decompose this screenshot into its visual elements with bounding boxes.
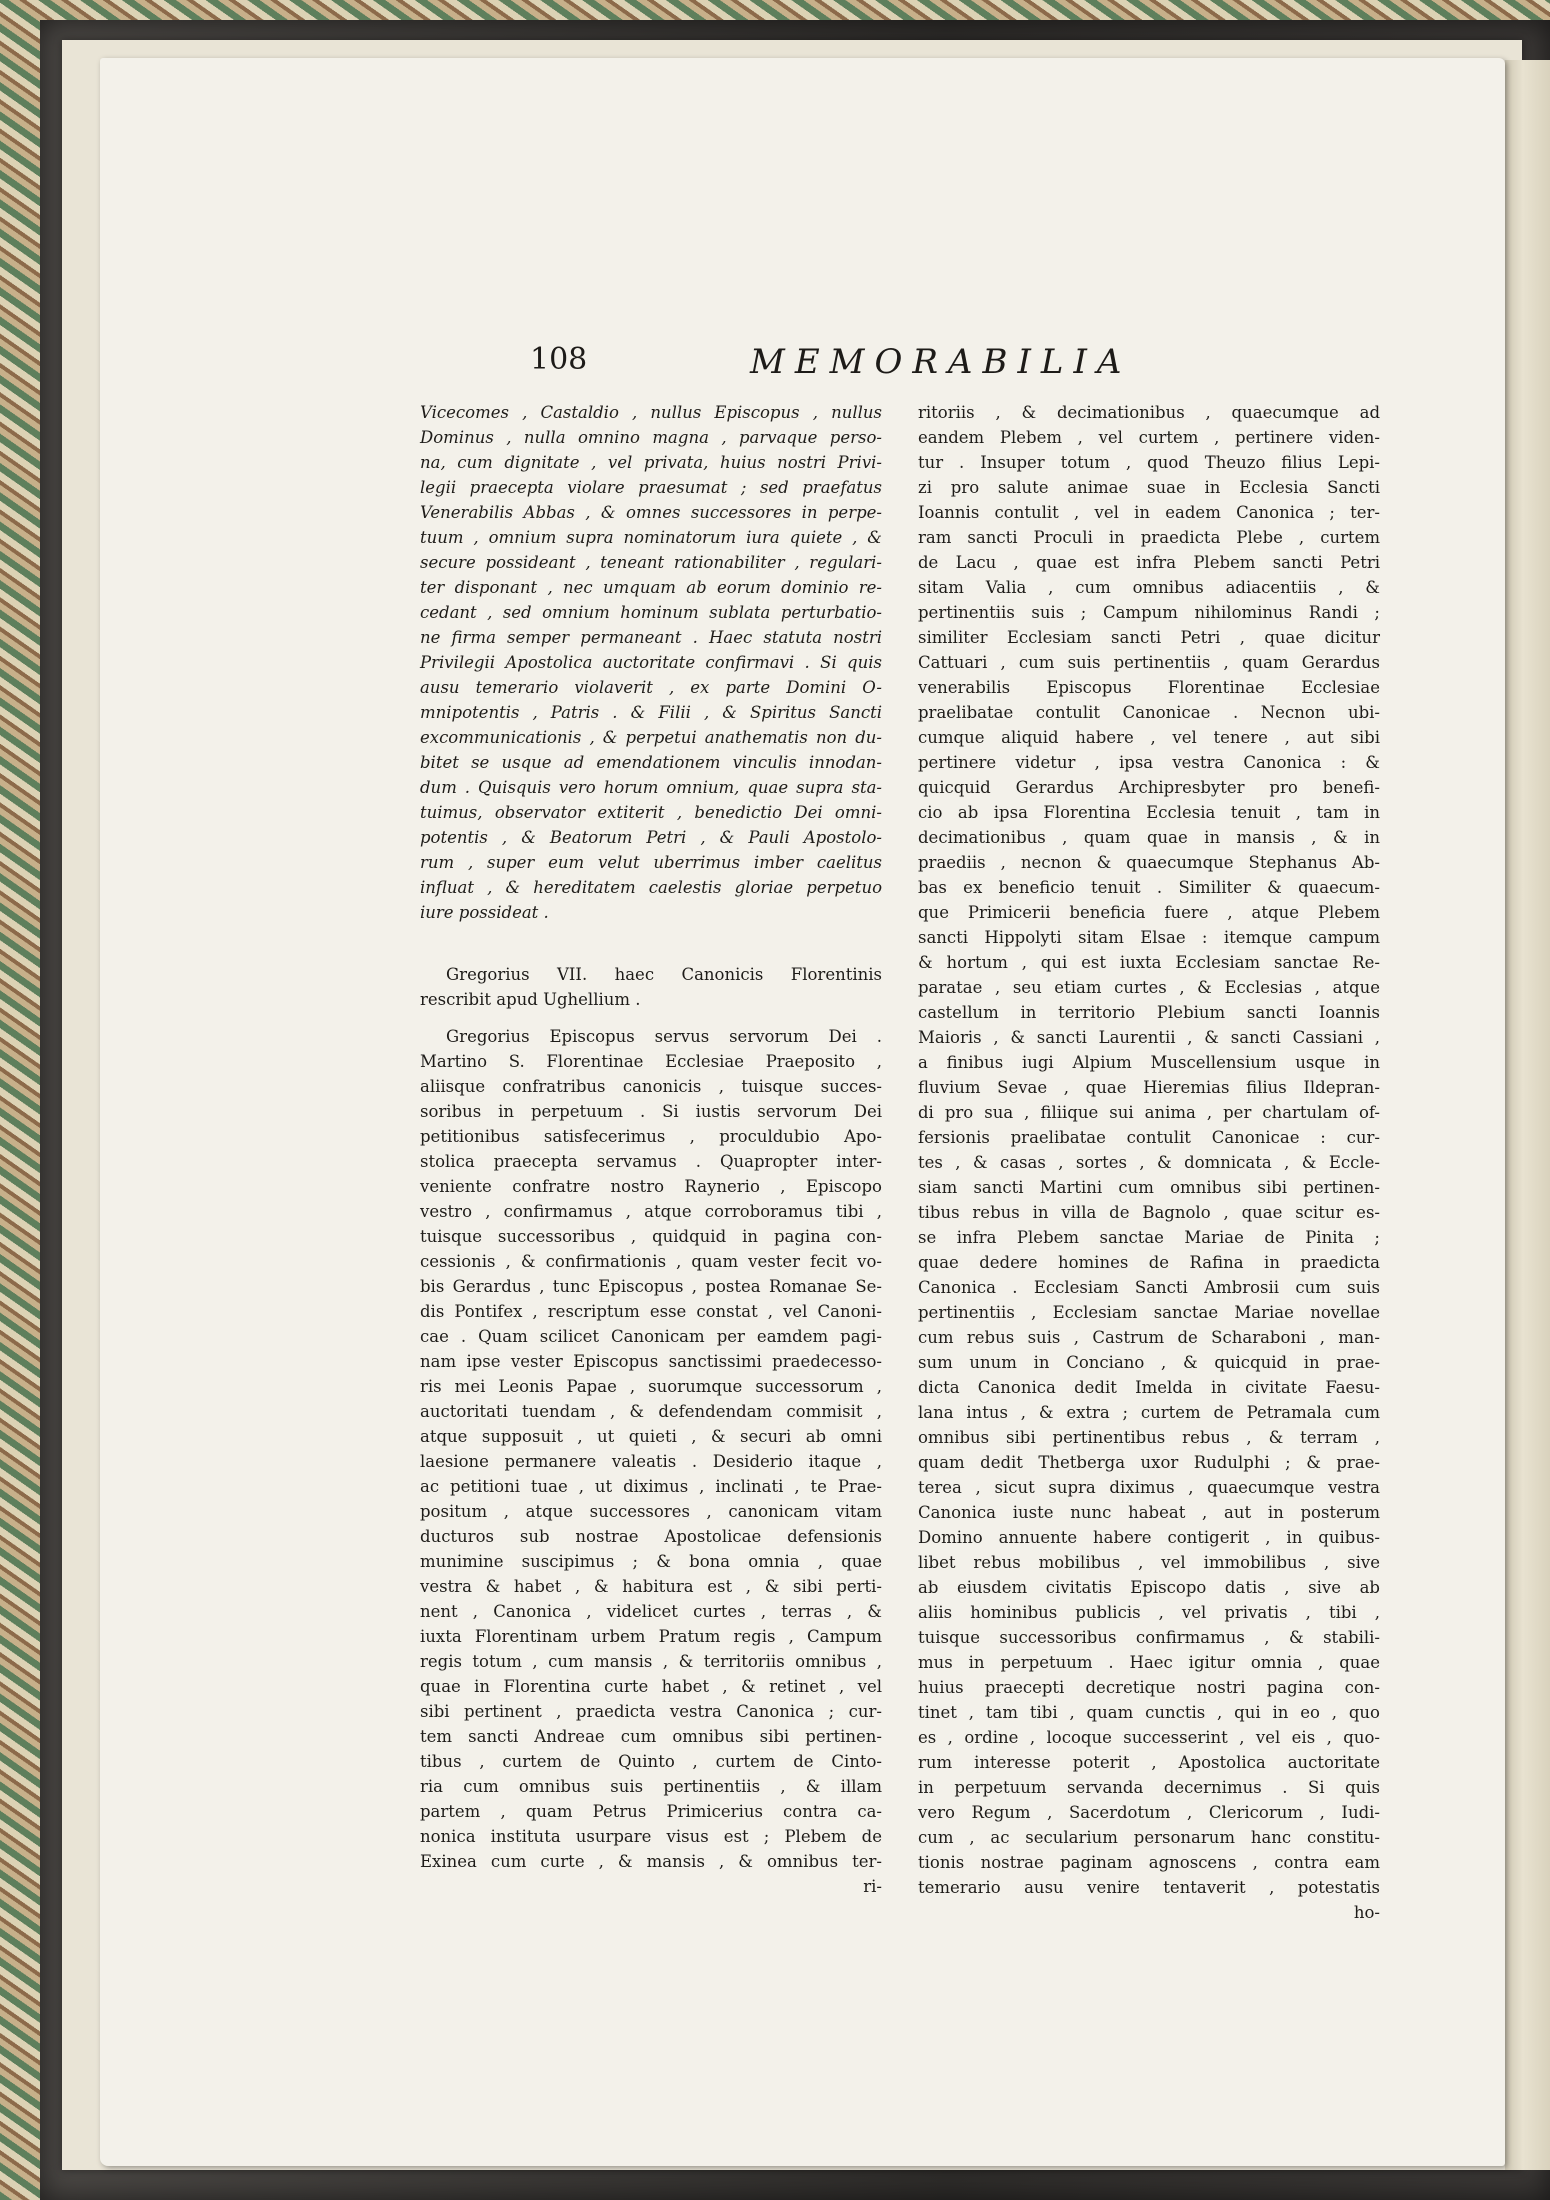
- page-number: 108: [530, 342, 588, 377]
- text-line: Cattuari , cum suis pertinentiis , quam Gerardus: [918, 653, 1380, 672]
- text-line: laesione permanere valeatis . Desiderio itaque ,: [420, 1452, 882, 1471]
- text-line: cumque aliquid habere , vel tenere , aut sibi: [918, 728, 1380, 747]
- text-line: ducturos sub nostrae Apostolicae defensionis: [420, 1527, 882, 1546]
- text-line: terea , sicut supra diximus , quaecumque vestra: [918, 1478, 1380, 1497]
- text-line: veniente confratre nostro Raynerio , Episcopo: [420, 1177, 882, 1196]
- text-line: Privilegii Apostolica auctoritate confirmavi . Si quis: [420, 653, 882, 672]
- text-line: nam ipse vester Episcopus sanctissimi praedecesso-: [420, 1352, 882, 1371]
- text-line: fersionis praelibatae contulit Canonicae : cur-: [918, 1128, 1380, 1147]
- text-line: decimationibus , quam quae in mansis , & in: [918, 828, 1380, 847]
- text-line: influat , & hereditatem caelestis gloriae perpetuo: [420, 878, 882, 897]
- text-line: sibi pertinent , praedicta vestra Canonica ; cur-: [420, 1702, 882, 1721]
- text-line: excommunicationis , & perpetui anathematis non du-: [420, 728, 882, 747]
- text-line: auctoritati tuendam , & defendendam commisit ,: [420, 1402, 882, 1421]
- text-line: ris mei Leonis Papae , suorumque successorum ,: [420, 1377, 882, 1396]
- text-line: sitam Valia , cum omnibus adiacentiis , &: [918, 578, 1380, 597]
- gregory-letter-text: [420, 1024, 882, 1874]
- text-line: ab eiusdem civitatis Episcopo datis , sive ab: [918, 1578, 1380, 1597]
- text-line: soribus in perpetuum . Si iustis servorum Dei: [420, 1102, 882, 1121]
- text-line: praediis , necnon & quaecumque Stephanus Ab-: [918, 853, 1380, 872]
- text-line: partem , quam Petrus Primicerius contra ca-: [420, 1802, 882, 1821]
- text-line: ram sancti Proculi in praedicta Plebe , curtem: [918, 528, 1380, 547]
- text-line: petitionibus satisfecerimus , proculdubio Apo-: [420, 1127, 882, 1146]
- text-line: in perpetuum servanda decernimus . Si quis: [918, 1778, 1380, 1797]
- text-line: Canonica . Ecclesiam Sancti Ambrosii cum suis: [918, 1278, 1380, 1297]
- text-line: di pro sua , filiique sui anima , per chartulam of-: [918, 1103, 1380, 1122]
- text-line: vestro , confirmamus , atque corroboramus tibi ,: [420, 1202, 882, 1221]
- text-line: omnibus sibi pertinentibus rebus , & terram ,: [918, 1428, 1380, 1447]
- text-line: Domino annuente habere contigerit , in quibus-: [918, 1528, 1380, 1547]
- text-line: ac petitioni tuae , ut diximus , inclinati , te Prae-: [420, 1477, 882, 1496]
- text-line: Dominus , nulla omnino magna , parvaque perso-: [420, 428, 882, 447]
- text-line: tinet , tam tibi , quam cunctis , qui in eo , quo: [918, 1703, 1380, 1722]
- text-line: tes , & casas , sortes , & domnicata , & Eccle-: [918, 1153, 1380, 1172]
- text-line: mnipotentis , Patris . & Filii , & Spiritus Sancti: [420, 703, 882, 722]
- text-line: fluvium Sevae , quae Hieremias filius Ildepran-: [918, 1078, 1380, 1097]
- text-line: mus in perpetuum . Haec igitur omnia , quae: [918, 1653, 1380, 1672]
- text-line: ritoriis , & decimationibus , quaecumque ad: [918, 403, 1380, 422]
- text-line: tuimus, observator extiterit , benedictio Dei omni-: [420, 803, 882, 822]
- text-line: tuum , omnium supra nominatorum iura quiete , &: [420, 528, 882, 547]
- text-line: ria cum omnibus suis pertinentiis , & illam: [420, 1777, 882, 1796]
- text-line: tem sancti Andreae cum omnibus sibi pertinen-: [420, 1727, 882, 1746]
- text-line: zi pro salute animae suae in Ecclesia Sancti: [918, 478, 1380, 497]
- text-line: similiter Ecclesiam sancti Petri , quae dicitur: [918, 628, 1380, 647]
- text-line: stolica praecepta servamus . Quapropter inter-: [420, 1152, 882, 1171]
- text-line: pertinentiis , Ecclesiam sanctae Mariae novellae: [918, 1303, 1380, 1322]
- text-line: Exinea cum curte , & mansis , & omnibus ter-: [420, 1852, 882, 1871]
- text-line: tionis nostrae paginam agnoscens , contra eam: [918, 1853, 1380, 1872]
- text-line: venerabilis Episcopus Florentinae Ecclesiae: [918, 678, 1380, 697]
- text-line: bitet se usque ad emendationem vinculis innodan-: [420, 753, 882, 772]
- text-line: de Lacu , quae est infra Plebem sancti Petri: [918, 553, 1380, 572]
- text-line: tibus rebus in villa de Bagnolo , quae scitur es-: [918, 1203, 1380, 1222]
- text-line: es , ordine , locoque successerint , vel eis , quo-: [918, 1728, 1380, 1747]
- text-line: vero Regum , Sacerdotum , Clericorum , Iudi-: [918, 1803, 1380, 1822]
- text-line: ne firma semper permaneant . Haec statuta nostri: [420, 628, 882, 647]
- text-line: a finibus iugi Alpium Muscellensium usque in: [918, 1053, 1380, 1072]
- text-line: bas ex beneficio tenuit . Similiter & quaecum-: [918, 878, 1380, 897]
- catchword: ho-: [1353, 1903, 1380, 1922]
- text-line: rum interesse poterit , Apostolica auctoritate: [918, 1753, 1380, 1772]
- text-line: nent , Canonica , videlicet curtes , terras , &: [420, 1602, 882, 1621]
- text-line: Canonica iuste nunc habeat , aut in posterum: [918, 1503, 1380, 1522]
- text-line: rescribit apud Ughellium .: [420, 990, 641, 1009]
- text-line: Gregorius Episcopus servus servorum Dei .: [446, 1027, 882, 1046]
- right-column-text: [918, 400, 1380, 1900]
- left-text-column: [420, 400, 882, 1899]
- text-line: bis Gerardus , tunc Episcopus , postea Romanae Se-: [420, 1277, 882, 1296]
- text-line: munimine suscipimus ; & bona omnia , quae: [420, 1552, 882, 1571]
- text-line: tuisque successoribus , quidquid in pagina con-: [420, 1227, 882, 1246]
- text-line: na, cum dignitate , vel privata, huius nostri Privi-: [420, 453, 882, 472]
- text-line: positum , atque successores , canonicam vitam: [420, 1502, 882, 1521]
- adjacent-page-edge: [1505, 60, 1550, 2170]
- text-line: sancti Hippolyti sitam Elsae : itemque campum: [918, 928, 1380, 947]
- text-line: Maioris , & sancti Laurentii , & sancti Cassiani ,: [918, 1028, 1380, 1047]
- text-line: & hortum , qui est iuxta Ecclesiam sanctae Re-: [918, 953, 1380, 972]
- text-line: praelibatae contulit Canonicae . Necnon ubi-: [918, 703, 1380, 722]
- text-line: Ioannis contulit , vel in eadem Canonica ; ter-: [918, 503, 1380, 522]
- text-line: tuisque successoribus confirmamus , & stabili-: [918, 1628, 1380, 1647]
- text-line: pertinere videtur , ipsa vestra Canonica : &: [918, 753, 1380, 772]
- text-line: rum , super eum velut uberrimus imber caelitus: [420, 853, 882, 872]
- text-line: ausu temerario violaverit , ex parte Domini O-: [420, 678, 882, 697]
- text-line: secure possideant , teneant rationabiliter , regulari-: [420, 553, 882, 572]
- text-line: quae in Florentina curte habet , & retinet , vel: [420, 1677, 882, 1696]
- text-line: pertinentiis suis ; Campum nihilominus Randi ;: [918, 603, 1380, 622]
- text-line: quam dedit Thetberga uxor Rudulphi ; & prae-: [918, 1453, 1380, 1472]
- page-header: [530, 342, 1150, 382]
- catchword: ri-: [863, 1877, 882, 1896]
- right-text-column: [918, 400, 1380, 1925]
- text-line: libet rebus mobilibus , vel immobilibus , sive: [918, 1553, 1380, 1572]
- text-line: nonica instituta usurpare visus est ; Plebem de: [420, 1827, 882, 1846]
- text-line: ter disponant , nec umquam ab eorum dominio re-: [420, 578, 882, 597]
- text-line: dis Pontifex , rescriptum esse constat , vel Canoni-: [420, 1302, 882, 1321]
- text-line: huius praecepti decretique nostri pagina con-: [918, 1678, 1380, 1697]
- text-line: Martino S. Florentinae Ecclesiae Praeposito ,: [420, 1052, 882, 1071]
- text-line: iure possideat .: [420, 903, 549, 922]
- text-line: legii praecepta violare praesumat ; sed praefatus: [420, 478, 882, 497]
- text-line: eandem Plebem , vel curtem , pertinere viden-: [918, 428, 1380, 447]
- text-line: aliis hominibus publicis , vel privatis , tibi ,: [918, 1603, 1380, 1622]
- text-line: cum rebus suis , Castrum de Scharaboni , man-: [918, 1328, 1380, 1347]
- text-line: vestra & habet , & habitura est , & sibi perti-: [420, 1577, 882, 1596]
- text-line: regis totum , cum mansis , & territoriis omnibus ,: [420, 1652, 882, 1671]
- text-line: castellum in territorio Plebium sancti Ioannis: [918, 1003, 1380, 1022]
- document-rubric: [420, 962, 882, 1012]
- text-line: lana intus , & extra ; curtem de Petramala cum: [918, 1403, 1380, 1422]
- text-line: dicta Canonica dedit Imelda in civitate Faesu-: [918, 1378, 1380, 1397]
- text-line: cum , ac secularium personarum hanc constitu-: [918, 1828, 1380, 1847]
- text-line: cedant , sed omnium hominum sublata perturbatio-: [420, 603, 882, 622]
- text-line: quicquid Gerardus Archipresbyter pro benefi-: [918, 778, 1380, 797]
- text-line: cae . Quam scilicet Canonicam per eamdem pagi-: [420, 1327, 882, 1346]
- text-line: tibus , curtem de Quinto , curtem de Cinto-: [420, 1752, 882, 1771]
- text-line: quae dedere homines de Rafina in praedicta: [918, 1253, 1380, 1272]
- charter-conclusion-italic: [420, 400, 882, 925]
- text-line: aliisque confratribus canonicis , tuisque succes-: [420, 1077, 882, 1096]
- text-line: Gregorius VII. haec Canonicis Florentinis: [446, 965, 882, 984]
- text-line: Venerabilis Abbas , & omnes successores in perpe-: [420, 503, 882, 522]
- text-line: se infra Plebem sanctae Mariae de Pinita ;: [918, 1228, 1380, 1247]
- text-line: cio ab ipsa Florentina Ecclesia tenuit , tam in: [918, 803, 1380, 822]
- text-line: Vicecomes , Castaldio , nullus Episcopus , nullus: [420, 403, 882, 422]
- running-title: MEMORABILIA: [750, 342, 1132, 382]
- text-line: paratae , seu etiam curtes , & Ecclesias , atque: [918, 978, 1380, 997]
- text-line: iuxta Florentinam urbem Pratum regis , Campum: [420, 1627, 882, 1646]
- text-line: temerario ausu venire tentaverit , potestatis: [918, 1878, 1380, 1897]
- text-line: siam sancti Martini cum omnibus sibi pertinen-: [918, 1178, 1380, 1197]
- text-line: cessionis , & confirmationis , quam vester fecit vo-: [420, 1252, 882, 1271]
- text-line: sum unum in Conciano , & quicquid in prae-: [918, 1353, 1380, 1372]
- text-line: tur . Insuper totum , quod Theuzo filius Lepi-: [918, 453, 1380, 472]
- text-line: potentis , & Beatorum Petri , & Pauli Apostolo-: [420, 828, 882, 847]
- text-line: atque supposuit , ut quieti , & securi ab omni: [420, 1427, 882, 1446]
- text-line: que Primicerii beneficia fuere , atque Plebem: [918, 903, 1380, 922]
- text-line: dum . Quisquis vero horum omnium, quae supra sta-: [420, 778, 882, 797]
